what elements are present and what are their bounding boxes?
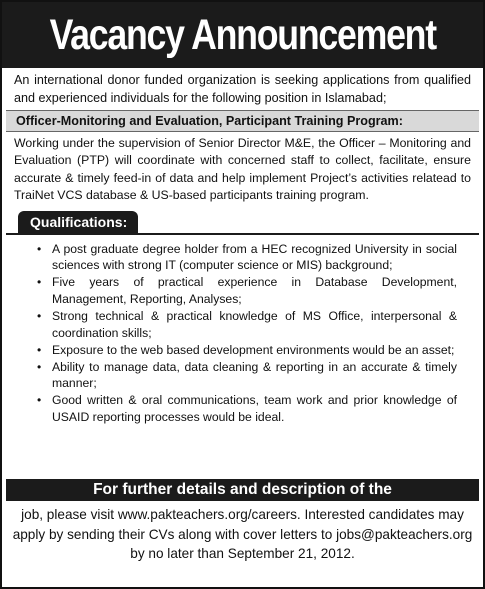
qualifications-divider — [6, 233, 479, 235]
qualifications-heading: Qualifications: — [30, 213, 128, 230]
job-description: Working under the supervision of Senior Director M&E, the Officer – Monitoring and Evaluation (PTP) will coordinate with concerned staff to collect, facilitate, ensure accurate & timely feed-in of data and help implement Project’s activities relatead to TraiNet VCS database & US-based participants training program. — [14, 136, 471, 203]
page-title: Vacancy Announcement — [49, 10, 436, 59]
bullet-icon: • — [37, 309, 42, 323]
title-banner — [2, 2, 483, 68]
list-item — [37, 359, 457, 392]
footer-heading: For further details and description of the — [93, 481, 392, 498]
footer-section — [2, 479, 483, 587]
list-item — [37, 308, 457, 341]
bullet-icon: • — [37, 275, 42, 290]
qualification-text: A post graduate degree holder from a HEC recognized University in social sciences with strong IT (computer science or MIS) background; — [52, 241, 457, 273]
bullet-icon: • — [37, 342, 42, 357]
qualification-text: Strong technical & practical knowledge of MS Office, interpersonal & coordination skills; — [52, 309, 457, 340]
intro-paragraph: An international donor funded organization is seeking applications from qualified and experienced individuals for the following position in Islamabad; — [14, 73, 471, 105]
qualifications-tab — [18, 211, 138, 233]
position-title-bar — [6, 110, 479, 132]
bullet-icon: • — [37, 359, 42, 374]
qualification-text: Five years of practical experience in Database Development, Management, Reporting, Analyses; — [52, 275, 457, 306]
qualification-text: Ability to manage data, data cleaning & reporting in an accurate & timely manner; — [52, 359, 457, 391]
qualification-text: Exposure to the web based development environments would be an asset; — [52, 342, 455, 357]
footer-bar — [6, 479, 479, 501]
list-item — [37, 392, 457, 425]
list-item — [37, 274, 457, 307]
qualification-text: Good written & oral communications, team work and prior knowledge of USAID reporting processes would be ideal. — [52, 393, 457, 425]
bullet-icon: • — [37, 393, 42, 408]
qualifications-list — [2, 241, 457, 426]
bullet-icon: • — [37, 241, 42, 256]
list-item — [37, 342, 457, 359]
position-title: Officer-Monitoring and Evaluation, Participant Training Program: — [16, 114, 403, 128]
footer-text: job, please visit www.pakteachers.org/careers. Interested candidates may apply by sending their CVs along with cover letters to jobs@pakteachers.org by no later than September 21, 2012. — [12, 507, 473, 561]
list-item — [37, 241, 457, 274]
